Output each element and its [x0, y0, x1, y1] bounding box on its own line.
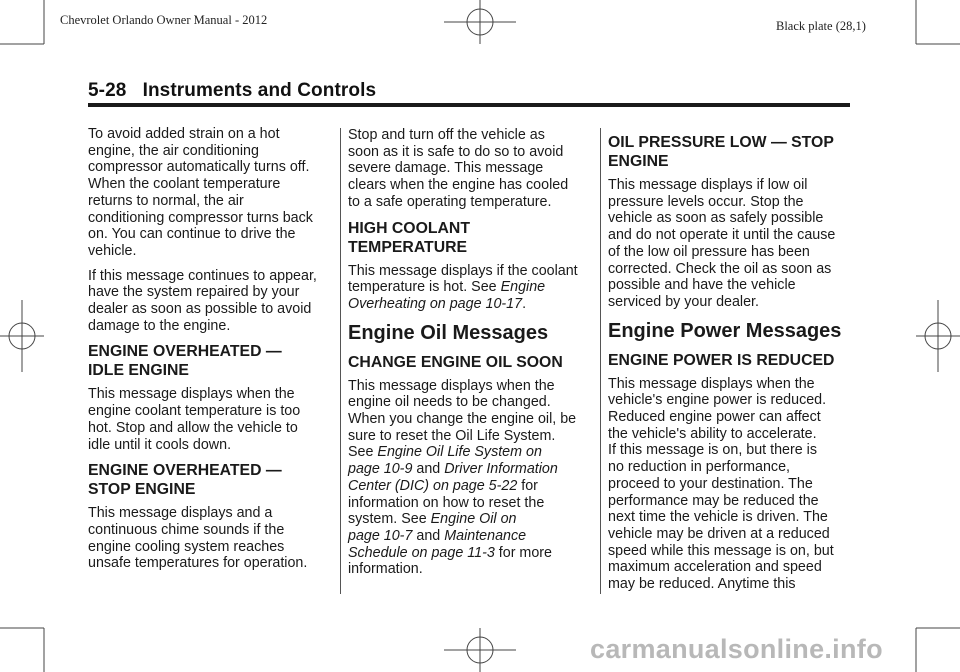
- paragraph-overheated-idle: This message displays when the engine coolant temperature is too hot. Stop and allow the vehicle to idle until it cools down.: [88, 386, 301, 453]
- text: This message displays if the coolant temperature is hot. See: [348, 262, 578, 296]
- paragraph-overheated-stop: This message displays and a continuous chime sounds if the engine cooling system reaches unsafe temperatures for operation.: [88, 505, 308, 572]
- link-engine-overheating[interactable]: Engine Overheating on page 10‑17: [348, 279, 546, 312]
- document-header-right: Black plate (28,1): [776, 19, 866, 33]
- column-2: [348, 127, 588, 586]
- column-1: [88, 126, 328, 580]
- link-oil-life-system[interactable]: Engine Oil Life System on page 10‑9: [348, 444, 542, 478]
- text: for more information.: [348, 544, 552, 578]
- heading-overheated-stop: ENGINE OVERHEATED — STOP ENGINE: [88, 462, 282, 499]
- watermark-text: carmanualsonline.info: [590, 634, 883, 664]
- paragraph-repair-advice: If this message continues to appear, have the system repaired by your dealer as soon as possible to avoid damage to the engine.: [88, 267, 317, 334]
- heading-engine-power-messages: Engine Power Messages: [608, 319, 842, 342]
- heading-overheated-idle: ENGINE OVERHEATED — IDLE ENGINE: [88, 343, 282, 380]
- document-header-left: Chevrolet Orlando Owner Manual - 2012: [60, 13, 268, 27]
- paragraph-high-coolant: [348, 263, 588, 313]
- paragraph-change-oil: [348, 378, 588, 578]
- text: for information on how to reset the system. See: [348, 477, 545, 528]
- heading-engine-power-reduced: ENGINE POWER IS REDUCED: [608, 351, 835, 369]
- text: and: [412, 527, 445, 544]
- paragraph-engine-power-reduced: This message displays when the vehicle's engine power is reduced. Reduced engine power can affect the vehicle's ability to accelerate. If this message is on, but there is no reduction in performance, proceed to your destination. The performance may be reduced the next time the vehicle is driven. The vehicle may be driven at a reduced speed while this message is on, but maximum acceleration and speed may be reduced. Anytime this: [608, 375, 834, 593]
- heading-oil-pressure-low: OIL PRESSURE LOW — STOP ENGINE: [608, 134, 834, 170]
- text: .: [522, 295, 527, 312]
- section-title: 5-28 Instruments and Controls: [88, 80, 377, 101]
- paragraph-ac-compressor: To avoid added strain on a hot engine, the air conditioning compressor automatically turns off. When the coolant temperature returns to normal, the air conditioning compressor turns back on. You can continue to drive the vehicle.: [88, 126, 313, 259]
- column-3: [608, 131, 848, 601]
- heading-engine-oil-messages: Engine Oil Messages: [348, 321, 549, 344]
- link-maintenance-schedule[interactable]: Maintenance Schedule on page 11‑3: [348, 527, 527, 561]
- section-rule: [88, 103, 850, 107]
- column-divider-2: [600, 128, 601, 594]
- heading-change-oil: CHANGE ENGINE OIL SOON: [348, 353, 563, 371]
- link-dic[interactable]: Driver Information Center (DIC) on page 5‑22: [348, 461, 558, 494]
- text: This message displays when the engine oil needs to be changed. When you change the engine oil, be sure to reset the Oil Life System. See: [348, 377, 577, 461]
- paragraph-stop-vehicle: Stop and turn off the vehicle as soon as it is safe to do so to avoid severe damage. This message clears when the engine has cooled to a safe operating temperature.: [348, 127, 569, 210]
- paragraph-oil-pressure-low: This message displays if low oil pressure levels occur. Stop the vehicle as soon as safely possible and do not operate it until the cause of the low oil pressure has been corrected. Check the oil as soon as possible and have the vehicle serviced by your dealer.: [608, 177, 836, 310]
- text: and: [412, 461, 445, 478]
- link-engine-oil[interactable]: Engine Oil on page 10‑7: [348, 511, 517, 544]
- column-divider-1: [340, 128, 341, 594]
- heading-high-coolant: HIGH COOLANT TEMPERATURE: [348, 219, 470, 256]
